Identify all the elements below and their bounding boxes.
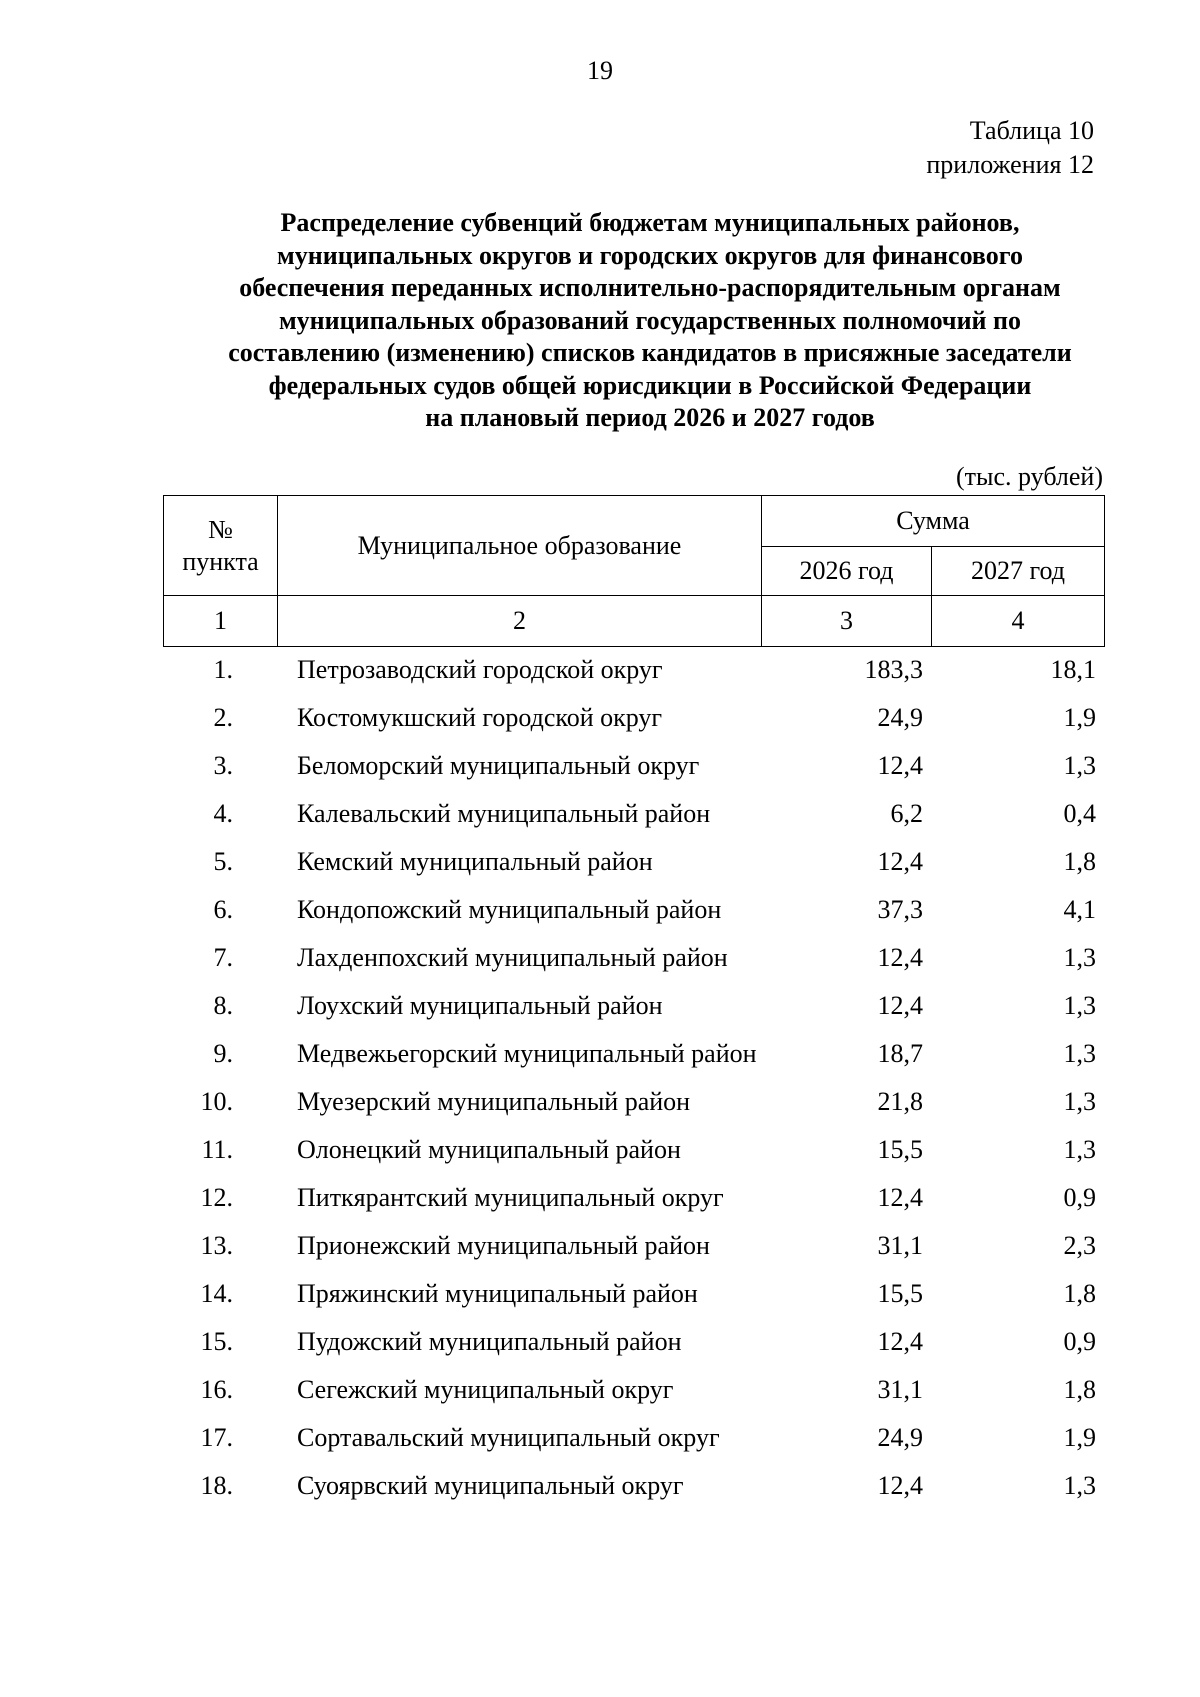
row-number: 14. bbox=[200, 1279, 233, 1308]
value-2026: 31,1 bbox=[877, 1231, 923, 1260]
table-number: Таблица 10 bbox=[969, 116, 1094, 145]
value-2026: 12,4 bbox=[877, 1327, 923, 1356]
table-row bbox=[163, 798, 1104, 846]
row-number: 3. bbox=[213, 751, 233, 780]
municipality-name: Суоярвский муниципальный округ bbox=[297, 1471, 684, 1500]
value-2026: 12,4 bbox=[877, 751, 923, 780]
title-line: федеральных судов общей юрисдикции в Российской Федерации bbox=[268, 370, 1032, 400]
value-2026: 15,5 bbox=[877, 1279, 923, 1308]
header-sum: Сумма bbox=[762, 496, 1105, 547]
table-row bbox=[163, 654, 1104, 702]
title-line: муниципальных образований государственных полномочий по bbox=[278, 305, 1022, 335]
table-row bbox=[163, 702, 1104, 750]
table-row bbox=[163, 750, 1104, 798]
title-line: составлению (изменению) списков кандидатов в присяжные заседатели bbox=[228, 338, 1072, 367]
municipality-name: Петрозаводский городской округ bbox=[297, 655, 663, 684]
row-number: 12. bbox=[200, 1183, 233, 1212]
title-line: на плановый период 2026 и 2027 годов bbox=[425, 403, 875, 432]
municipality-name: Муезерский муниципальный район bbox=[297, 1087, 691, 1116]
row-number: 13. bbox=[200, 1231, 233, 1260]
table-row bbox=[163, 1038, 1104, 1086]
municipality-name: Кондопожский муниципальный район bbox=[297, 895, 722, 924]
value-2026: 12,4 bbox=[877, 943, 923, 972]
municipality-name: Олонецкий муниципальный район bbox=[297, 1135, 681, 1164]
table-row bbox=[163, 1230, 1104, 1278]
row-number: 6. bbox=[213, 895, 233, 924]
value-2027: 1,3 bbox=[1063, 751, 1096, 780]
value-2026: 6,2 bbox=[890, 799, 923, 828]
appendix-reference: приложения 12 bbox=[926, 150, 1094, 179]
table-row bbox=[163, 1086, 1104, 1134]
value-2027: 1,3 bbox=[1063, 1039, 1096, 1068]
row-number: 7. bbox=[213, 943, 233, 972]
header-year-2026: 2026 год bbox=[762, 547, 932, 596]
row-number: 17. bbox=[200, 1423, 233, 1452]
value-2027: 4,1 bbox=[1063, 895, 1096, 924]
value-2027: 0,4 bbox=[1063, 799, 1096, 828]
table-row bbox=[163, 846, 1104, 894]
header-municipality: Муниципальное образование bbox=[278, 496, 762, 596]
municipality-name: Кемский муниципальный район bbox=[297, 847, 653, 876]
table-row bbox=[163, 1134, 1104, 1182]
value-2026: 12,4 bbox=[877, 991, 923, 1020]
column-number: 4 bbox=[932, 596, 1105, 647]
value-2026: 24,9 bbox=[877, 1423, 923, 1452]
column-number: 3 bbox=[762, 596, 932, 647]
title-line: муниципальных округов и городских округов для финансового bbox=[277, 240, 1023, 270]
municipality-name: Калевальский муниципальный район bbox=[297, 799, 711, 828]
municipality-name: Пудожский муниципальный район bbox=[297, 1327, 682, 1356]
value-2027: 18,1 bbox=[1050, 655, 1096, 684]
value-2027: 1,8 bbox=[1063, 1279, 1096, 1308]
table-row bbox=[163, 942, 1104, 990]
value-2026: 18,7 bbox=[877, 1039, 923, 1068]
table-row bbox=[163, 1470, 1104, 1518]
row-number: 18. bbox=[200, 1471, 233, 1500]
value-2027: 0,9 bbox=[1063, 1327, 1096, 1356]
table-reference bbox=[926, 114, 1094, 182]
table-row bbox=[163, 1182, 1104, 1230]
table-header bbox=[163, 495, 1105, 647]
header-item-number bbox=[164, 496, 278, 596]
column-number: 2 bbox=[278, 596, 762, 647]
value-2026: 15,5 bbox=[877, 1135, 923, 1164]
header-number-word: пункта bbox=[182, 546, 259, 576]
table-row bbox=[163, 894, 1104, 942]
municipality-name: Питкярантский муниципальный округ bbox=[297, 1183, 724, 1212]
value-2027: 1,8 bbox=[1063, 847, 1096, 876]
municipality-name: Лахденпохский муниципальный район bbox=[297, 943, 728, 972]
units-label: (тыс. рублей) bbox=[955, 462, 1103, 491]
municipality-name: Костомукшский городской округ bbox=[297, 703, 663, 732]
value-2027: 1,3 bbox=[1063, 991, 1096, 1020]
value-2027: 1,3 bbox=[1063, 1471, 1096, 1500]
value-2027: 1,3 bbox=[1063, 1135, 1096, 1164]
value-2027: 1,8 bbox=[1063, 1375, 1096, 1404]
municipality-name: Лоухский муниципальный район bbox=[297, 991, 663, 1020]
value-2027: 1,9 bbox=[1063, 703, 1096, 732]
row-number: 8. bbox=[213, 991, 233, 1020]
value-2026: 37,3 bbox=[877, 895, 923, 924]
row-number: 11. bbox=[201, 1135, 233, 1164]
page-number: 19 bbox=[587, 56, 613, 85]
value-2026: 12,4 bbox=[877, 1183, 923, 1212]
municipality-name: Медвежьегорский муниципальный район bbox=[297, 1039, 757, 1068]
column-number: 1 bbox=[164, 596, 278, 647]
row-number: 15. bbox=[200, 1327, 233, 1356]
row-number: 9. bbox=[213, 1039, 233, 1068]
value-2026: 183,3 bbox=[864, 655, 923, 684]
value-2027: 2,3 bbox=[1063, 1231, 1096, 1260]
table-row bbox=[163, 1326, 1104, 1374]
row-number: 16. bbox=[200, 1375, 233, 1404]
municipality-name: Беломорский муниципальный округ bbox=[297, 751, 700, 780]
data-table bbox=[163, 654, 1104, 1518]
value-2027: 1,3 bbox=[1063, 943, 1096, 972]
title-line: Распределение субвенций бюджетам муниципальных районов, bbox=[280, 208, 1020, 237]
header-year-2027: 2027 год bbox=[932, 547, 1105, 596]
row-number: 5. bbox=[213, 847, 233, 876]
row-number: 1. bbox=[213, 655, 233, 684]
table-row bbox=[163, 1422, 1104, 1470]
row-number: 4. bbox=[213, 799, 233, 828]
value-2027: 1,3 bbox=[1063, 1087, 1096, 1116]
value-2026: 31,1 bbox=[877, 1375, 923, 1404]
title-line: обеспечения переданных исполнительно-распорядительным органам bbox=[239, 273, 1061, 302]
value-2027: 0,9 bbox=[1063, 1183, 1096, 1212]
table-row bbox=[163, 990, 1104, 1038]
row-number: 10. bbox=[200, 1087, 233, 1116]
municipality-name: Пряжинский муниципальный район bbox=[297, 1279, 698, 1308]
value-2026: 12,4 bbox=[877, 847, 923, 876]
municipality-name: Сортавальский муниципальный округ bbox=[297, 1423, 720, 1452]
value-2027: 1,9 bbox=[1063, 1423, 1096, 1452]
table-row bbox=[163, 1374, 1104, 1422]
value-2026: 21,8 bbox=[877, 1087, 923, 1116]
table-row bbox=[163, 1278, 1104, 1326]
row-number: 2. bbox=[213, 703, 233, 732]
value-2026: 24,9 bbox=[877, 703, 923, 732]
header-number-sign: № bbox=[208, 514, 233, 544]
municipality-name: Сегежский муниципальный округ bbox=[297, 1375, 674, 1404]
document-title bbox=[130, 207, 1170, 435]
value-2026: 12,4 bbox=[877, 1471, 923, 1500]
municipality-name: Прионежский муниципальный район bbox=[297, 1231, 710, 1260]
